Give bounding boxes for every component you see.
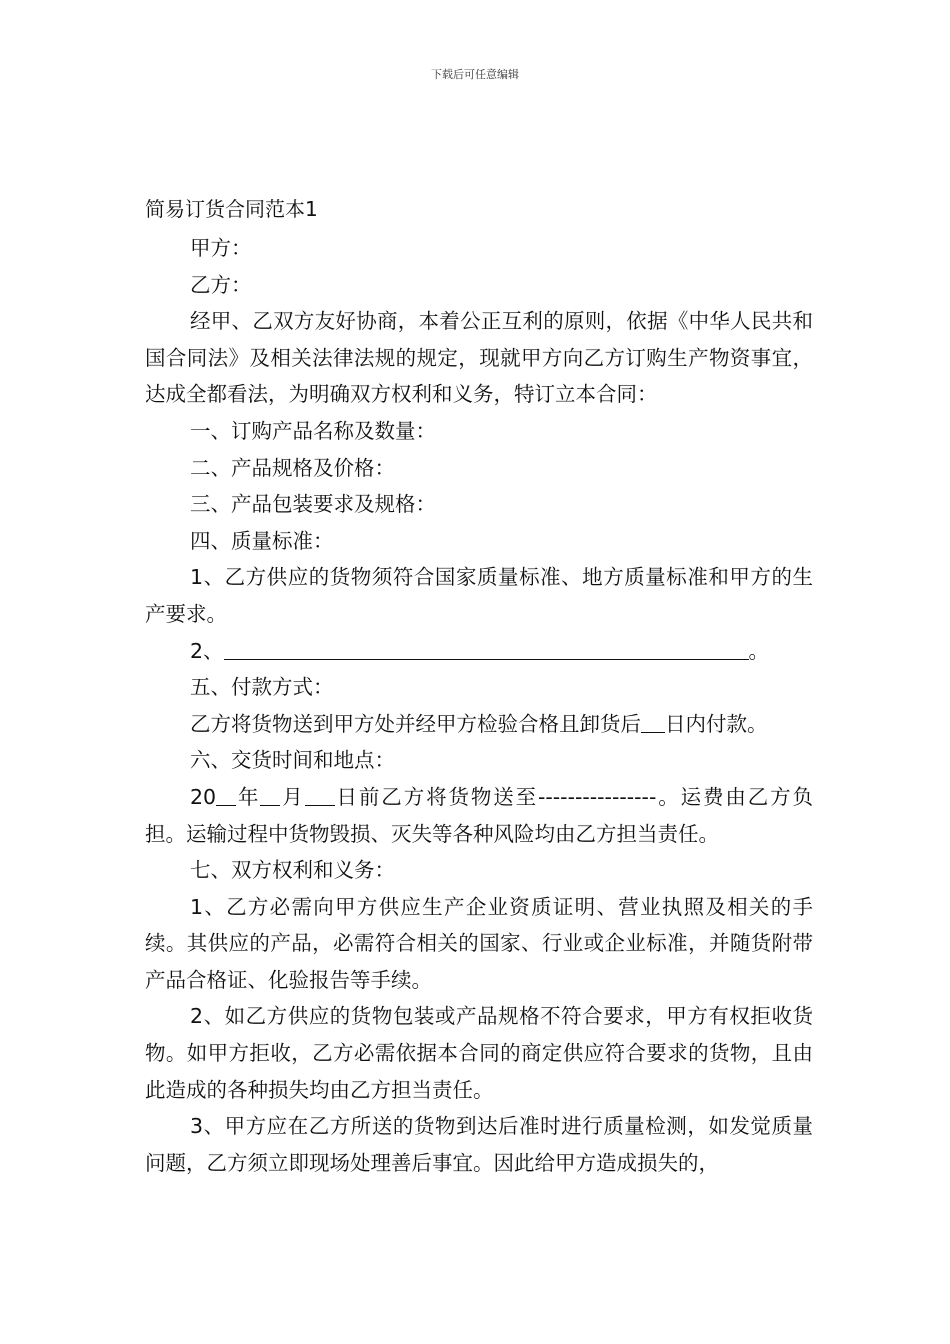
year-unit: 年 (236, 784, 261, 809)
rights-clause-2: 2、如乙方供应的货物包装或产品规格不符合要求，甲方有权拒收货物。如甲方拒收，乙方必需依据本合同的商定供应符合要求的货物，且由此造成的各种损失均由乙方担当责任。 (145, 1004, 813, 1102)
clause-number: 2、 (190, 638, 224, 663)
party-b-line: 乙方： (190, 272, 252, 297)
blank-month (260, 785, 280, 806)
section-2-heading: 二、产品规格及价格： (190, 455, 395, 480)
document-body (145, 196, 813, 1181)
rights-clause-3: 3、甲方应在乙方所送的货物到达后准时进行质量检测，如发觉质量问题，乙方须立即现场处理善后事宜。因此给甲方造成损失的， (145, 1114, 813, 1175)
section-5-heading: 五、付款方式： (190, 675, 334, 700)
blank-line (224, 639, 749, 660)
rights-clause-1: 1、乙方必需向甲方供应生产企业资质证明、营业执照及相关的手续。其供应的产品，必需符合相关的国家、行业或企业标准，并随货附带产品合格证、化验报告等手续。 (145, 894, 813, 992)
clause-end: 。 (748, 638, 770, 663)
blank-day (305, 785, 335, 806)
payment-text-end: 日内付款。 (665, 711, 768, 736)
blank-year (216, 785, 236, 806)
month-unit: 月 (280, 784, 305, 809)
quality-clause-2 (145, 633, 813, 670)
section-3-heading: 三、产品包装要求及规格： (190, 492, 436, 517)
document-title: 简易订货合同范本1 (145, 197, 318, 221)
delivery-text: 日前乙方将货物送至----------------。运费由乙方负担。运输过程中货物毁损、灭失等各种风险均由乙方担当责任。 (145, 784, 814, 846)
section-4-heading: 四、质量标准： (190, 528, 334, 553)
blank-days (641, 712, 665, 733)
payment-text: 乙方将货物送到甲方处并经甲方检验合格且卸货后 (190, 711, 641, 736)
section-1-heading: 一、订购产品名称及数量： (190, 418, 436, 443)
section-7-heading: 七、双方权利和义务： (190, 858, 395, 883)
party-a-line: 甲方： (190, 236, 252, 260)
page-header: 下载后可任意编辑 (431, 68, 519, 81)
year-prefix: 20 (190, 784, 217, 809)
delivery-clause (145, 779, 813, 852)
intro-paragraph: 经甲、乙双方友好协商，本着公正互利的原则，依据《中华人民共和国合同法》及相关法律法规的规定，现就甲方向乙方订购生产物资事宜，达成全都看法，为明确双方权利和义务，特订立本合同： (145, 309, 813, 407)
section-6-heading: 六、交货时间和地点： (190, 748, 395, 773)
quality-clause-1: 1、乙方供应的货物须符合国家质量标准、地方质量标准和甲方的生产要求。 (145, 565, 813, 626)
payment-clause (145, 706, 813, 743)
